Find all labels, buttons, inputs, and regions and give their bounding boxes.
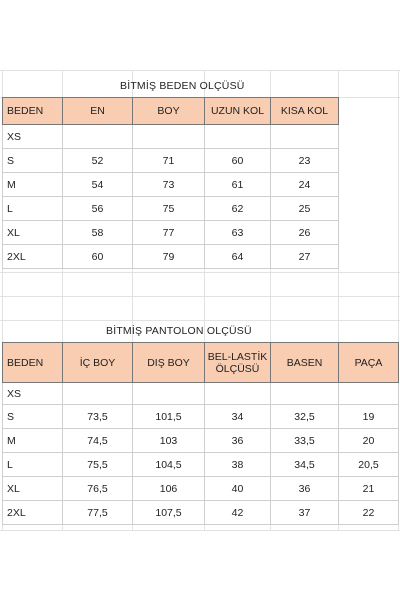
table-row	[3, 453, 399, 477]
table-cell	[63, 383, 133, 405]
table-cell: 42	[205, 501, 271, 525]
body-size-title: BİTMİŞ BEDEN OLÇÜSÜ	[120, 80, 245, 92]
header-cell: İÇ BOY	[63, 343, 133, 383]
trouser-size-title: BİTMİŞ PANTOLON OLÇÜSÜ	[106, 325, 252, 337]
table-row	[3, 429, 399, 453]
table-cell	[133, 125, 205, 149]
gridline	[0, 296, 400, 297]
table-cell: 38	[205, 453, 271, 477]
header-cell: BEDEN	[3, 343, 63, 383]
size-cell: L	[3, 453, 63, 477]
size-cell: XS	[3, 125, 63, 149]
table-row	[3, 383, 399, 405]
table-cell: 75	[133, 197, 205, 221]
table-row	[3, 245, 339, 269]
header-cell: UZUN KOL	[205, 98, 271, 125]
size-cell: XL	[3, 477, 63, 501]
table-row	[3, 477, 399, 501]
table-cell: 34	[205, 405, 271, 429]
gridline	[0, 70, 400, 71]
header-cell: BASEN	[271, 343, 339, 383]
table-row	[3, 149, 339, 173]
table-cell: 36	[205, 429, 271, 453]
table-cell: 33,5	[271, 429, 339, 453]
size-cell: L	[3, 197, 63, 221]
table-cell: 73,5	[63, 405, 133, 429]
size-cell: M	[3, 173, 63, 197]
table-cell	[271, 125, 339, 149]
table-cell: 63	[205, 221, 271, 245]
table-cell: 106	[133, 477, 205, 501]
table-cell: 20,5	[339, 453, 399, 477]
table-cell: 34,5	[271, 453, 339, 477]
gridline	[0, 272, 400, 273]
table-row	[3, 173, 339, 197]
size-cell: 2XL	[3, 501, 63, 525]
header-cell: EN	[63, 98, 133, 125]
table-cell: 73	[133, 173, 205, 197]
table-cell: 75,5	[63, 453, 133, 477]
header-cell: DIŞ BOY	[133, 343, 205, 383]
header-cell: BEDEN	[3, 98, 63, 125]
size-cell: XL	[3, 221, 63, 245]
table-header-row	[3, 343, 399, 383]
table-cell	[63, 125, 133, 149]
table-cell: 104,5	[133, 453, 205, 477]
table-row	[3, 501, 399, 525]
size-cell: XS	[3, 383, 63, 405]
table-cell: 22	[339, 501, 399, 525]
table-cell	[205, 125, 271, 149]
table-cell: 77,5	[63, 501, 133, 525]
table-cell: 76,5	[63, 477, 133, 501]
body-size-table	[2, 97, 339, 269]
table-cell: 77	[133, 221, 205, 245]
table-cell: 64	[205, 245, 271, 269]
table-cell	[271, 383, 339, 405]
table-cell	[205, 383, 271, 405]
header-cell: PAÇA	[339, 343, 399, 383]
header-cell: BEL-LASTİK ÖLÇÜSÜ	[205, 343, 271, 383]
table-cell: 74,5	[63, 429, 133, 453]
table-cell: 19	[339, 405, 399, 429]
table-cell: 37	[271, 501, 339, 525]
size-cell: S	[3, 149, 63, 173]
table-cell: 79	[133, 245, 205, 269]
table-cell: 62	[205, 197, 271, 221]
header-cell: BOY	[133, 98, 205, 125]
table-header-row	[3, 98, 339, 125]
table-cell: 103	[133, 429, 205, 453]
table-cell: 26	[271, 221, 339, 245]
table-cell: 23	[271, 149, 339, 173]
table-cell: 20	[339, 429, 399, 453]
table-cell: 60	[205, 149, 271, 173]
gridline	[0, 320, 400, 321]
table-cell: 32,5	[271, 405, 339, 429]
table-cell: 52	[63, 149, 133, 173]
table-cell: 56	[63, 197, 133, 221]
table-cell: 21	[339, 477, 399, 501]
table-cell: 58	[63, 221, 133, 245]
header-cell: KISA KOL	[271, 98, 339, 125]
table-cell: 36	[271, 477, 339, 501]
table-cell: 24	[271, 173, 339, 197]
size-cell: S	[3, 405, 63, 429]
table-row	[3, 405, 399, 429]
table-cell: 60	[63, 245, 133, 269]
table-cell: 25	[271, 197, 339, 221]
table-row	[3, 221, 339, 245]
table-cell: 61	[205, 173, 271, 197]
size-cell: 2XL	[3, 245, 63, 269]
table-cell: 40	[205, 477, 271, 501]
table-row	[3, 197, 339, 221]
size-cell: M	[3, 429, 63, 453]
table-cell: 107,5	[133, 501, 205, 525]
trouser-size-table	[2, 342, 399, 525]
table-cell: 71	[133, 149, 205, 173]
gridline	[0, 530, 400, 531]
table-cell	[339, 383, 399, 405]
table-row	[3, 125, 339, 149]
table-cell: 54	[63, 173, 133, 197]
table-cell: 101,5	[133, 405, 205, 429]
table-cell: 27	[271, 245, 339, 269]
table-cell	[133, 383, 205, 405]
